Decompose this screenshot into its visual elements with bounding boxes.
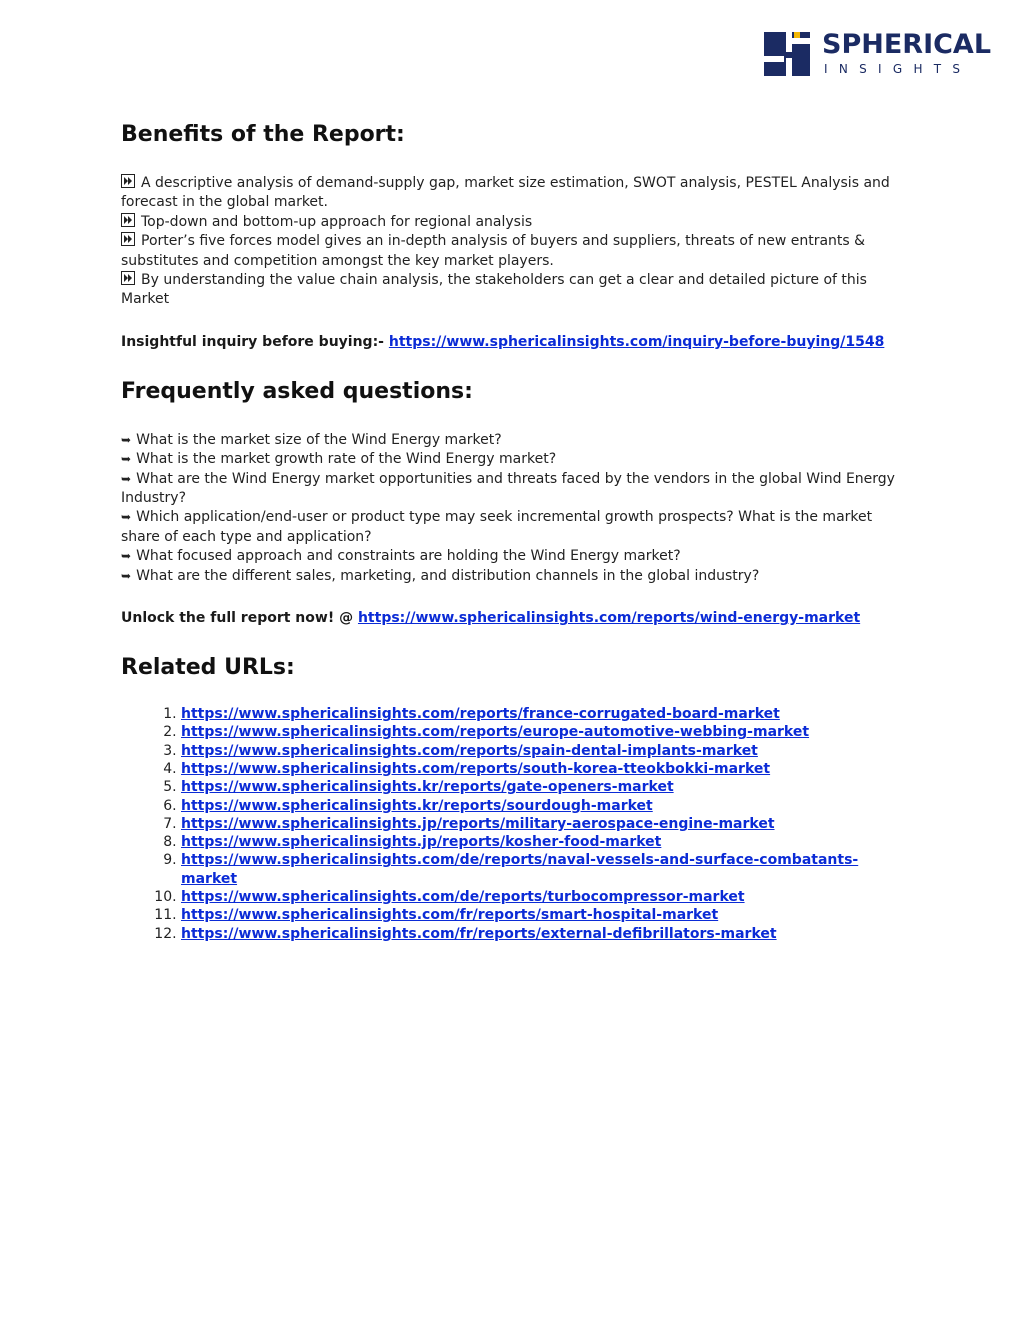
related-url-item bbox=[181, 906, 905, 924]
logo-word-insights: INSIGHTS bbox=[824, 62, 972, 76]
unlock-report-link[interactable]: https://www.sphericalinsights.com/reports/wind-energy-market bbox=[357, 610, 861, 627]
related-url-link[interactable]: https://www.sphericalinsights.com/reports/france-corrugated-board-market bbox=[181, 706, 780, 723]
related-url-link[interactable]: https://www.sphericalinsights.com/reports/europe-automotive-webbing-market bbox=[181, 724, 810, 741]
unlock-label: Unlock the full report now! @ bbox=[121, 610, 358, 627]
benefit-item: A descriptive analysis of demand-supply gap, market size estimation, SWOT analysis, PESTEL Analysis and forecast in the global market. bbox=[121, 175, 890, 211]
benefit-item: By understanding the value chain analysis, the stakeholders can get a clear and detailed picture of this Market bbox=[121, 272, 867, 308]
related-url-link[interactable]: https://www.sphericalinsights.com/reports/spain-dental-implants-market bbox=[181, 742, 758, 759]
related-url-item bbox=[181, 723, 905, 741]
related-url-link[interactable]: https://www.sphericalinsights.kr/reports/gate-openers-market bbox=[181, 779, 674, 796]
related-url-link[interactable]: https://www.sphericalinsights.com/fr/reports/smart-hospital-market bbox=[181, 907, 719, 924]
benefit-item: Top-down and bottom-up approach for regional analysis bbox=[121, 213, 905, 232]
related-url-link[interactable]: https://www.sphericalinsights.kr/reports/sourdough-market bbox=[181, 797, 653, 814]
fast-forward-box-icon bbox=[121, 174, 135, 188]
related-url-item bbox=[181, 815, 905, 833]
logo-mark-icon bbox=[764, 32, 810, 76]
fast-forward-box-icon bbox=[121, 271, 135, 285]
benefits-heading: Benefits of the Report: bbox=[121, 122, 405, 147]
related-url-link[interactable]: https://www.sphericalinsights.com/reports/south-korea-tteokbokki-market bbox=[181, 760, 771, 777]
related-url-link[interactable]: https://www.sphericalinsights.com/fr/reports/external-defibrillators-market bbox=[181, 925, 777, 942]
faq-item: ➥ What focused approach and constraints are holding the Wind Energy market? bbox=[121, 547, 905, 566]
logo-word-spherical: SPHERICAL bbox=[822, 29, 992, 60]
document-body bbox=[121, 120, 905, 943]
arrow-right-icon: ➥ bbox=[121, 510, 132, 525]
arrow-right-icon: ➥ bbox=[121, 432, 132, 447]
benefits-list bbox=[121, 174, 905, 310]
benefit-item: Porter’s five forces model gives an in-depth analysis of buyers and suppliers, threats of new entrants & substitutes and competition amongst the key market players. bbox=[121, 233, 866, 269]
related-url-link[interactable]: https://www.sphericalinsights.com/de/reports/turbocompressor-market bbox=[181, 889, 745, 906]
related-url-item bbox=[181, 851, 905, 888]
arrow-right-icon: ➥ bbox=[121, 568, 132, 583]
faq-item: ➥ What is the market growth rate of the Wind Energy market? bbox=[121, 450, 905, 469]
faq-item: ➥ What is the market size of the Wind Energy market? bbox=[121, 431, 905, 450]
faq-item: ➥ What are the different sales, marketing, and distribution channels in the global industry? bbox=[121, 567, 905, 586]
faq-heading: Frequently asked questions: bbox=[121, 378, 473, 404]
related-url-link[interactable]: https://www.sphericalinsights.jp/reports/kosher-food-market bbox=[181, 834, 662, 851]
inquiry-cta bbox=[121, 333, 905, 351]
faq-list bbox=[121, 431, 905, 586]
inquiry-label: Insightful inquiry before buying:- bbox=[121, 333, 389, 350]
fast-forward-box-icon bbox=[121, 213, 135, 227]
inquiry-link[interactable]: https://www.sphericalinsights.com/inquiry-before-buying/1548 bbox=[388, 333, 885, 350]
related-url-item bbox=[181, 833, 905, 851]
fast-forward-box-icon bbox=[121, 232, 135, 246]
related-urls-heading: Related URLs: bbox=[121, 655, 295, 681]
related-url-item bbox=[181, 925, 905, 943]
faq-item: ➥ What are the Wind Energy market opportunities and threats faced by the vendors in the global Wind Energy Industry? bbox=[121, 470, 895, 507]
related-url-item bbox=[181, 705, 905, 723]
related-url-item bbox=[181, 778, 905, 796]
arrow-right-icon: ➥ bbox=[121, 452, 132, 467]
related-url-link[interactable]: https://www.sphericalinsights.com/de/reports/naval-vessels-and-surface-combatants-market bbox=[181, 852, 859, 887]
faq-item: ➥ Which application/end-user or product type may seek incremental growth prospects? What is the market share of each type and application? bbox=[121, 509, 873, 545]
related-url-item bbox=[181, 797, 905, 815]
spherical-insights-logo bbox=[764, 29, 992, 78]
arrow-right-icon: ➥ bbox=[121, 549, 132, 564]
related-urls-list bbox=[121, 705, 905, 943]
related-url-item bbox=[181, 742, 905, 760]
unlock-cta bbox=[121, 609, 905, 627]
related-url-item bbox=[181, 760, 905, 778]
arrow-right-icon: ➥ bbox=[121, 471, 132, 486]
related-url-item bbox=[181, 888, 905, 906]
related-url-link[interactable]: https://www.sphericalinsights.jp/reports/military-aerospace-engine-market bbox=[181, 815, 775, 832]
